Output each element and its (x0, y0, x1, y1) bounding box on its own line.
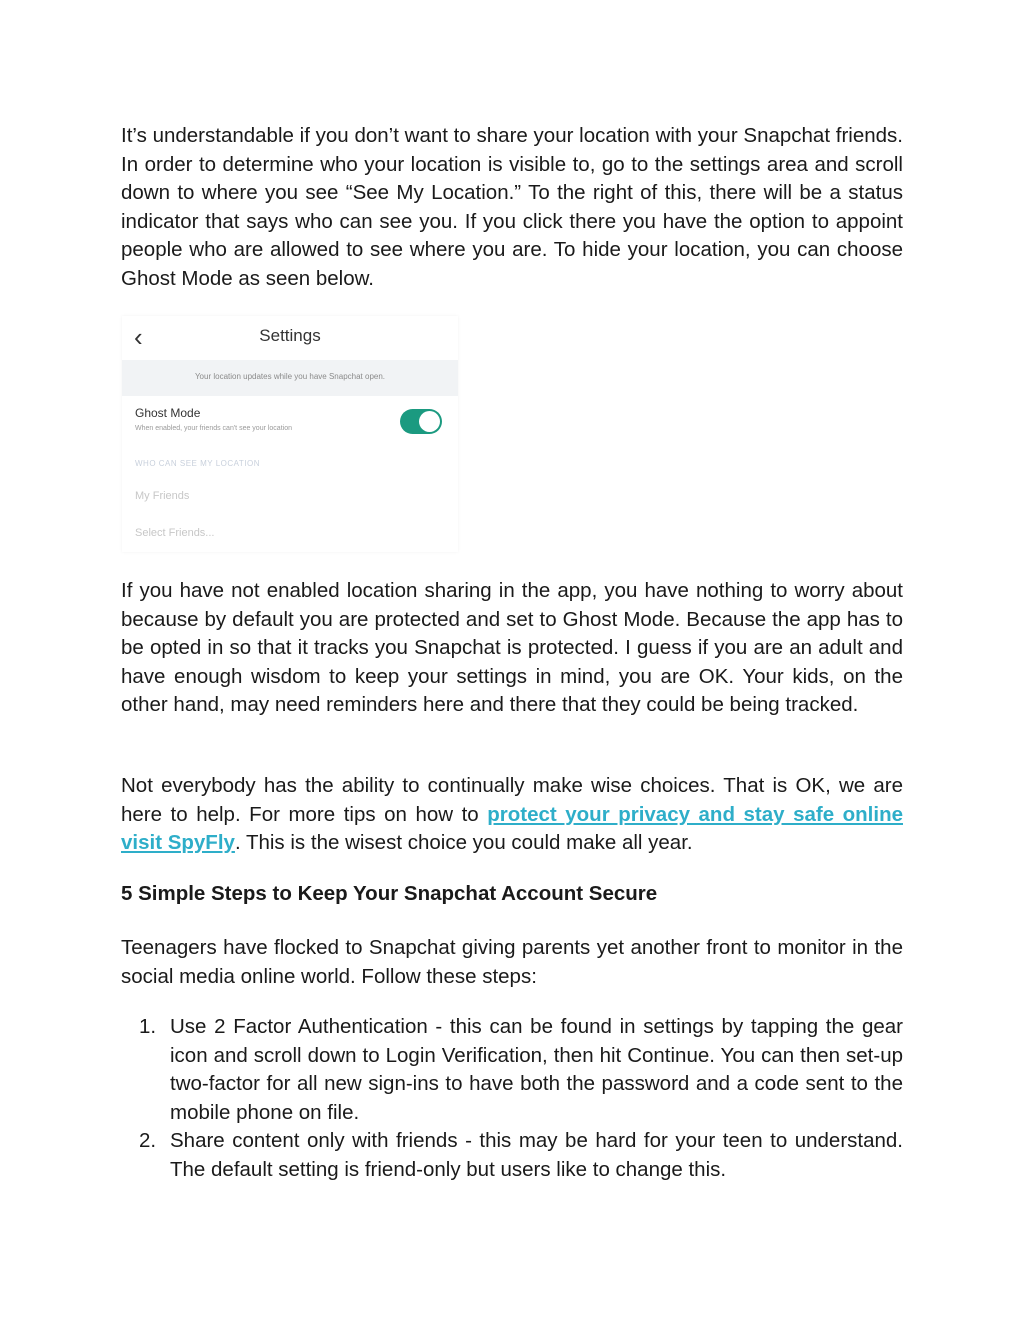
option-my-friends: My Friends (135, 490, 190, 502)
step-text: Share content only with friends - this may be hard for your teen to understand. The default setting is friend-only but users like to change this. (170, 1129, 903, 1181)
spyfly-text-after: . This is the wisest choice you could make all year. (234, 831, 693, 855)
spyfly-link[interactable]: protect your privacy and stay safe online visit SpyFly (121, 802, 903, 855)
steps-list (121, 1013, 903, 1185)
list-item (121, 1013, 903, 1127)
step-text: Use 2 Factor Authentication - this can be found in settings by tapping the gear icon and scroll down to Login Verification, then hit Continue. You can then set-up two-factor for all new sign-ins to have both the password and a code sent to the mobile phone on file. (170, 1015, 903, 1124)
step-number: 1. (139, 1015, 157, 1038)
settings-screenshot (122, 316, 458, 552)
location-info-text: Your location updates while you have Snapchat open. (194, 372, 386, 381)
list-item (121, 1127, 903, 1184)
back-chevron-icon: ‹ (134, 322, 143, 352)
option-select-friends: Select Friends... (135, 527, 215, 539)
ghost-mode-toggle (400, 409, 442, 434)
intro-paragraph: It’s understandable if you don’t want to share your location with your Snapchat friends. In order to determine who your location is visible to, go to the settings area and scroll down to where you see “See My Location.” To the right of this, there will be a status indicator that says who can see you. If you click there you have the option to appoint people who are allowed to see where you are. To hide your location, you can choose Ghost Mode as seen below. (121, 124, 903, 290)
ghost-mode-label: Ghost Mode (135, 406, 201, 420)
teenagers-paragraph: Teenagers have flocked to Snapchat giving parents yet another front to monitor in the social media online world. Follow these steps: (121, 936, 903, 988)
step-number: 2. (139, 1129, 157, 1153)
ghost-mode-description: When enabled, your friends can't see your location (135, 425, 292, 432)
spyfly-paragraph (121, 772, 903, 858)
default-protection-paragraph: If you have not enabled location sharing in the app, you have nothing to worry about because by default you are protected and set to Ghost Mode. Because the app has to be opted in so that it tracks you Snapchat is protected. I guess if you are an adult and have enough wisdom to keep your settings in mind, you are OK. Your kids, on the other hand, may need reminders here and there that they could be being tracked. (121, 579, 903, 717)
who-can-see-label: WHO CAN SEE MY LOCATION (135, 459, 260, 468)
spyfly-text-before: Not everybody has the ability to continually make wise choices. That is OK, we are here to help. For more tips on how to (121, 774, 903, 826)
toggle-knob (419, 411, 440, 432)
location-info-band (122, 360, 458, 396)
screenshot-header (122, 316, 458, 360)
screenshot-title: Settings (259, 326, 321, 345)
section-heading: 5 Simple Steps to Keep Your Snapchat Account Secure (121, 882, 658, 905)
